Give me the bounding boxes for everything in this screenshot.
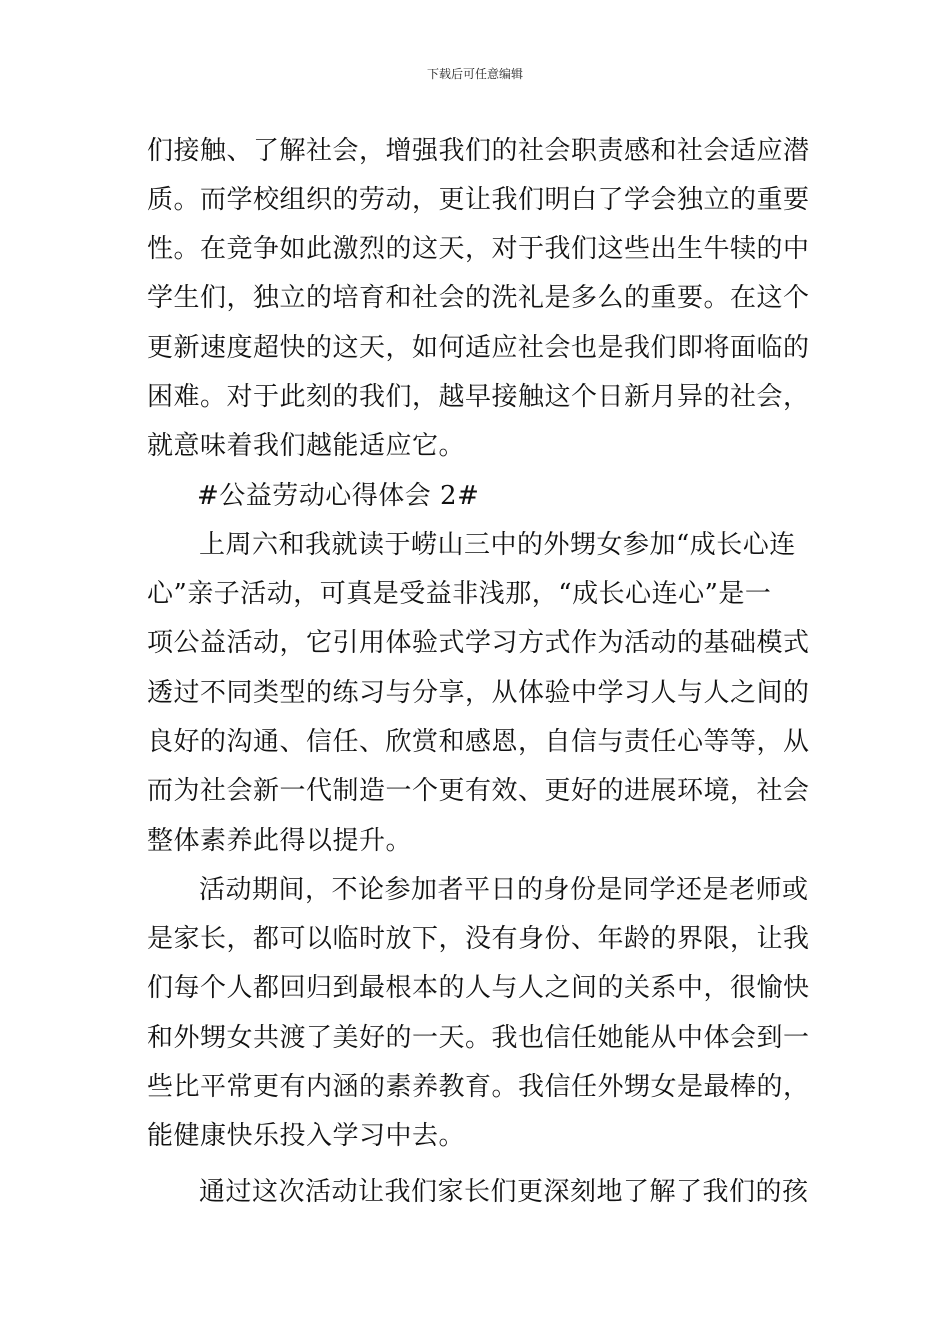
text-line: 性。在竞争如此激烈的这天，对于我们这些出生牛犊的中 [147, 234, 810, 264]
text-line: 更新速度超快的这天，如何适应社会也是我们即将面临的 [147, 333, 810, 363]
text-line: 活动期间，不论参加者平日的身份是同学还是老师或 [199, 875, 809, 905]
section-heading: #公益劳动心得体会 2# [197, 481, 480, 511]
text-line: 们每个人都回归到最根本的人与人之间的关系中，很愉快 [147, 973, 810, 1003]
text-line: 上周六和我就读于崂山三中的外甥女参加“成长心连 [199, 530, 796, 560]
text-line: 透过不同类型的练习与分享，从体验中学习人与人之间的 [147, 678, 810, 708]
text-line: 而为社会新一代制造一个更有效、更好的进展环境，社会 [147, 776, 810, 806]
text-line: 困难。对于此刻的我们，越早接触这个日新月异的社会， [147, 382, 810, 412]
text-line: 就意味着我们越能适应它。 [147, 431, 466, 461]
text-line: 们接触、了解社会，增强我们的社会职责感和社会适应潜 [147, 136, 810, 166]
text-line: 心”亲子活动，可真是受益非浅那，“成长心连心”是一 [147, 579, 772, 609]
text-line: 质。而学校组织的劳动，更让我们明白了学会独立的重要 [147, 185, 810, 215]
text-line: 学生们，独立的培育和社会的洗礼是多么的重要。在这个 [147, 283, 810, 313]
page-header: 下载后可任意编辑 [426, 67, 523, 81]
text-line: 能健康快乐投入学习中去。 [147, 1121, 466, 1151]
text-line: 是家长，都可以临时放下，没有身份、年龄的界限，让我 [147, 924, 810, 954]
text-line: 和外甥女共渡了美好的一天。我也信任她能从中体会到一 [147, 1023, 810, 1053]
text-line: 良好的沟通、信任、欣赏和感恩，自信与责任心等等，从 [147, 727, 810, 757]
text-line: 整体素养此得以提升。 [147, 826, 413, 856]
text-line: 项公益活动，它引用体验式学习方式作为活动的基础模式 [147, 628, 810, 658]
text-line: 通过这次活动让我们家长们更深刻地了解了我们的孩 [199, 1177, 809, 1207]
text-line: 些比平常更有内涵的素养教育。我信任外甥女是最棒的， [147, 1072, 810, 1102]
